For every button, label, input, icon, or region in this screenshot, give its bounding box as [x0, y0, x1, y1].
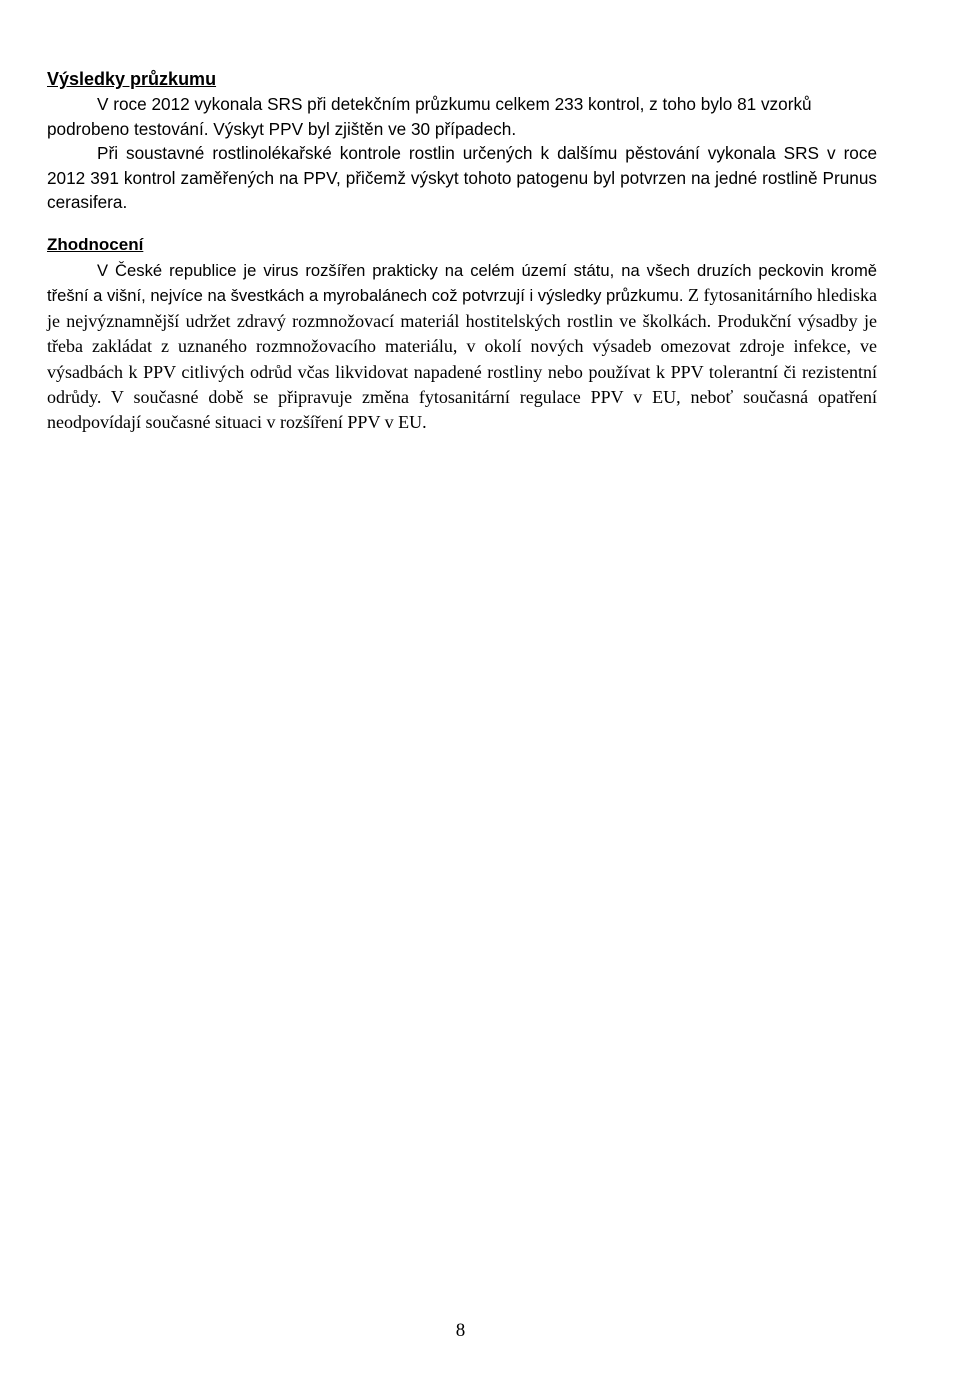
page-number: 8 [455, 1320, 466, 1341]
evaluation-paragraph-part-1: V České republice je virus rozšířen prakticky na celém území státu, na všech druzích peckovin kromě třešní a višní, nejvíce na švestkách a myrobalánech což potvrzují i výsledky průzkumu. [47, 260, 877, 306]
results-section [47, 92, 877, 215]
section-heading-evaluation: Zhodnocení [47, 234, 144, 254]
section-heading-results: Výsledky průzkumu [47, 69, 217, 89]
evaluation-paragraph [47, 259, 877, 436]
document-page [47, 66, 877, 436]
results-paragraph-1: V roce 2012 vykonala SRS při detekčním průzkumu celkem 233 kontrol, z toho bylo 81 vzorků podrobeno testování. Výskyt PPV byl zjištěn ve 30 případech. [47, 94, 812, 139]
evaluation-paragraph-part-2: Z fytosanitárního hlediska je nejvýznamnější udržet zdravý rozmnožovací materiál hostitelských rostlin ve školkách. Produkční výsadby je třeba zakládat z uznaného rozmnožovacího materiálu, v okolí nových výsadeb omezovat zdroje infekce, ve výsadbách k PPV citlivých odrůd včas likvidovat napadené rostliny nebo používat k PPV tolerantní či rezistentní odrůdy. V současné době se připravuje změna fytosanitární regulace PPV v EU, neboť současná opatření neodpovídají současné situaci v rozšíření PPV v EU. [47, 285, 877, 433]
results-paragraph-2: Při soustavné rostlinolékařské kontrole rostlin určených k dalšímu pěstování vykonala SRS v roce 2012 391 kontrol zaměřených na PPV, přičemž výskyt tohoto patogenu byl potvrzen na jedné rostlině Prunus cerasifera. [47, 143, 877, 213]
